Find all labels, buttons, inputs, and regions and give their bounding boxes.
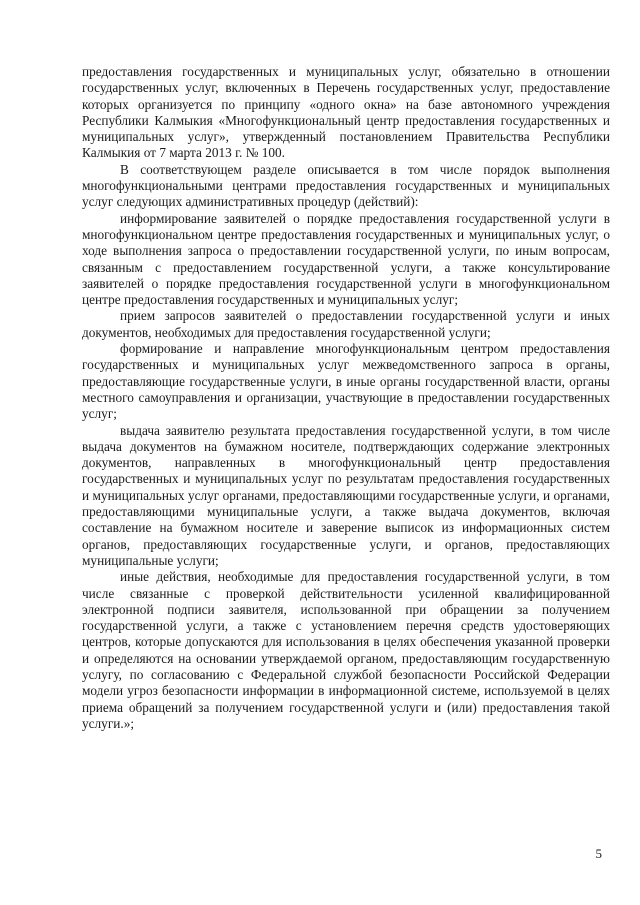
paragraph-informing: информирование заявителей о порядке предоставления государственной услуги в многофункциональном центре предоставления государственных и муниципальных услуг, о ходе выполнения запроса о предоставлении государственной услуги, по иным вопросам, связанным с предоставлением государственной услуги, а также консультирование заявителей о порядке предоставления государственной услуги в многофункциональном центре предоставления государственных и муниципальных услуг; bbox=[82, 210, 610, 308]
paragraph-section-intro: В соответствующем разделе описывается в том числе порядок выполнения многофункциональными центрами предоставления государственных и муниципальных услуг следующих административных процедур (действий): bbox=[82, 161, 610, 210]
paragraph-issuance: выдача заявителю результата предоставления государственной услуги, в том числе выдача документов на бумажном носителе, подтверждающих содержание электронных документов, направленных в многофункциональный центр предоставления государственных и муниципальных услуг по результатам предоставления государственных и муниципальных услуг органами, предоставляющими государственные услуги, и органами, предоставляющими муниципальные услуги, а также выдача документов, включая составление на бумажном носителе и заверение выписок из информационных систем органов, предоставляющих государственные услуги, и органов, предоставляющих муниципальные услуги; bbox=[82, 422, 610, 568]
document-body bbox=[82, 64, 610, 732]
page-number: 5 bbox=[595, 846, 602, 861]
paragraph-interagency-request: формирование и направление многофункциональным центром предоставления государственных и муниципальных услуг межведомственного запроса в органы, предоставляющие государственные услуги, в иные органы государственной власти, органы местного самоуправления и организации, участвующие в предоставлении государственных услуг; bbox=[82, 341, 610, 422]
paragraph-continuation: предоставления государственных и муниципальных услуг, обязательно в отношении государственных услуг, включенных в Перечень государственных услуг, предоставление которых организуется по принципу «одного окна» на базе автономного учреждения Республики Калмыкия «Многофункциональный центр предоставления государственных и муниципальных услуг», утвержденный постановлением Правительства Республики Калмыкия от 7 марта 2013 г. № 100. bbox=[82, 64, 610, 161]
paragraph-reception: прием запросов заявителей о предоставлении государственной услуги и иных документов, необходимых для предоставления государственной услуги; bbox=[82, 308, 610, 340]
paragraph-other-actions: иные действия, необходимые для предоставления государственной услуги, в том числе связанные с проверкой действительности усиленной квалифицированной электронной подписи заявителя, использованной при обращении за получением государственной услуги, а также с установлением перечня средств удостоверяющих центров, которые допускаются для использования в целях обеспечения указанной проверки и определяются на основании утверждаемой органом, предоставляющим государственную услугу, по согласованию с Федеральной службой безопасности Российской Федерации модели угроз безопасности информации в информационной системе, используемой в целях приема обращений за получением государственной услуги и (или) предоставления такой услуги.»; bbox=[82, 569, 610, 731]
